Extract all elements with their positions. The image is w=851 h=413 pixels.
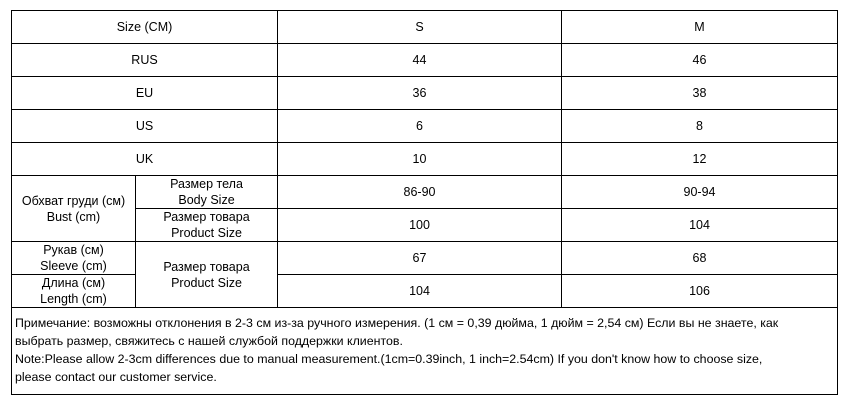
cell-m: 46 xyxy=(562,44,838,77)
body-size-ru: Размер тела xyxy=(170,177,243,191)
header-row xyxy=(12,11,838,44)
product-size-en: Product Size xyxy=(171,275,242,290)
length-label-cell xyxy=(12,275,136,308)
row-label: US xyxy=(12,110,278,143)
bust-label-ru: Обхват груди (см) xyxy=(21,193,126,208)
bust-label-en: Bust (cm) xyxy=(46,209,101,224)
table-row-bust-body xyxy=(12,176,838,209)
table-row-rus xyxy=(12,44,838,77)
table-row-sleeve xyxy=(12,242,838,275)
body-size-en: Body Size xyxy=(178,193,235,207)
size-header-cell: Size (CM) xyxy=(12,11,278,44)
note-ru-line1: Примечание: возможны отклонения в 2-3 см из-за ручного измерения. (1 см = 0,39 дюйма, 1 дюйм = 2,54 см) Если вы не знаете, как xyxy=(15,316,779,330)
table-row-uk xyxy=(12,143,838,176)
table-row-bust-product xyxy=(12,209,838,242)
note-row xyxy=(12,308,838,395)
note-ru-line2: выбрать размер, свяжитесь с нашей службой поддержки клиентов. xyxy=(15,334,403,348)
row-label: UK xyxy=(12,143,278,176)
size-s-header: S xyxy=(278,11,562,44)
product-size-ru: Размер товара xyxy=(163,259,250,274)
size-chart-table xyxy=(11,10,838,395)
cell-m: 68 xyxy=(562,242,838,275)
cell-m: 90-94 xyxy=(562,176,838,209)
body-size-cell xyxy=(136,176,278,209)
table-row-us xyxy=(12,110,838,143)
cell-s: 100 xyxy=(278,209,562,242)
cell-m: 106 xyxy=(562,275,838,308)
table-row-length xyxy=(12,275,838,308)
cell-s: 44 xyxy=(278,44,562,77)
row-label: RUS xyxy=(12,44,278,77)
bust-label-cell xyxy=(12,176,136,242)
length-label-en: Length (cm) xyxy=(40,292,107,306)
product-size-en: Product Size xyxy=(171,226,242,240)
product-size-cell xyxy=(136,209,278,242)
length-label-ru: Длина (см) xyxy=(41,276,106,290)
note-en-line1: Note:Please allow 2-3cm differences due to manual measurement.(1cm=0.39inch, 1 inch=2.54cm) If you don't know how to choose size, xyxy=(15,352,763,366)
size-m-header: M xyxy=(562,11,838,44)
sleeve-label-cell xyxy=(12,242,136,275)
cell-m: 12 xyxy=(562,143,838,176)
cell-s: 6 xyxy=(278,110,562,143)
sleeve-label-ru: Рукав (см) xyxy=(43,243,104,257)
product-size-cell xyxy=(136,242,278,308)
cell-s: 86-90 xyxy=(278,176,562,209)
row-label: EU xyxy=(12,77,278,110)
cell-m: 38 xyxy=(562,77,838,110)
product-size-ru: Размер товара xyxy=(163,210,250,224)
cell-s: 67 xyxy=(278,242,562,275)
cell-m: 8 xyxy=(562,110,838,143)
table-row-eu xyxy=(12,77,838,110)
cell-s: 10 xyxy=(278,143,562,176)
cell-m: 104 xyxy=(562,209,838,242)
sleeve-label-en: Sleeve (cm) xyxy=(40,259,107,273)
cell-s: 104 xyxy=(278,275,562,308)
note-en-line2: please contact our customer service. xyxy=(15,370,217,384)
cell-s: 36 xyxy=(278,77,562,110)
note-cell xyxy=(12,308,838,395)
